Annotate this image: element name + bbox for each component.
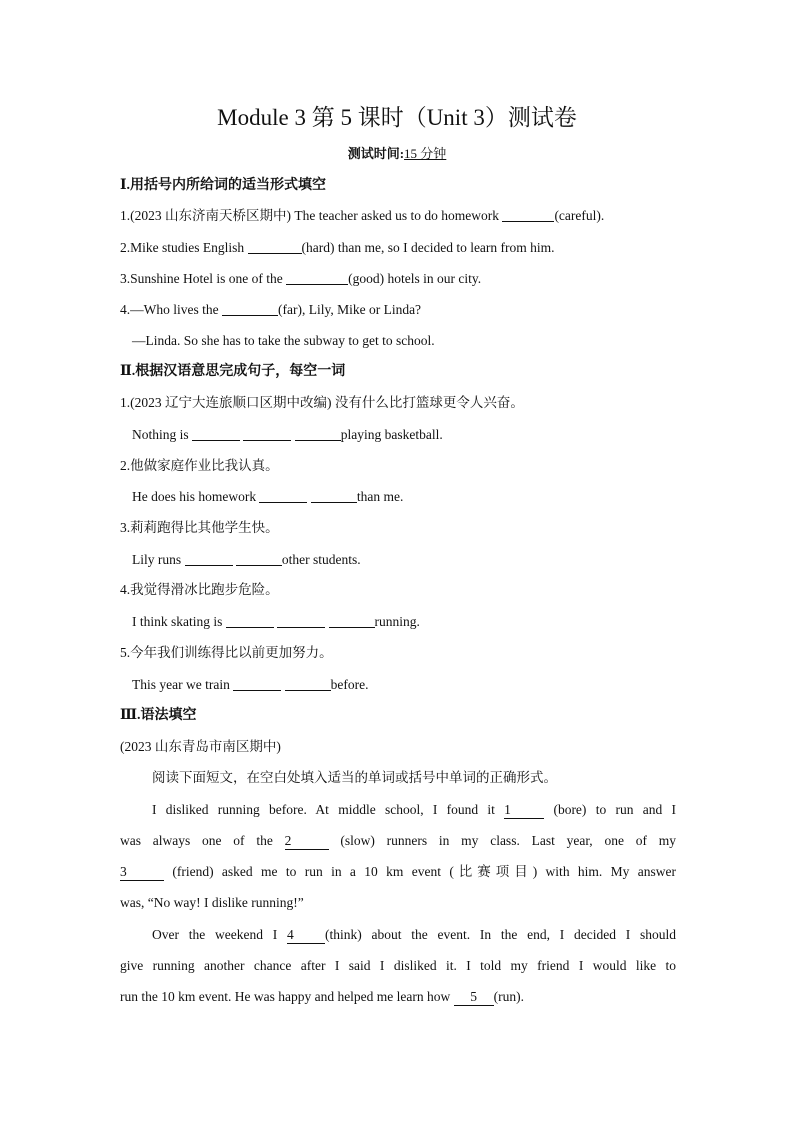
passage-p2-line2: give running another chance after I said I disliked it. I told my friend I would like to [120,958,676,973]
answer-blank[interactable] [502,207,554,222]
page-title: Module 3 第 5 课时（Unit 3）测试卷 [217,105,577,130]
passage-p2-line1: Over the weekend I 4 (think) about the event. In the end, I decided I should [152,927,677,942]
section1-item-4-reply: —Linda. So she has to take the subway to get to school. [132,333,435,348]
answer-blank[interactable] [185,551,233,566]
answer-blank[interactable] [285,676,331,691]
test-time [0,144,794,164]
passage-p1-line2: was always one of the 2 (slow) runners in my class. Last year, one of my [120,833,676,848]
section2-item-5-en: This year we train before. [132,677,369,692]
section3-heading: Ⅲ.语法填空 [120,708,197,723]
section2-item-1-zh: 1.(2023 辽宁大连旅顺口区期中改编) 没有什么比打篮球更令人兴奋。 [120,395,524,410]
answer-blank[interactable] [192,426,240,441]
section2-item-2-en: He does his homework than me. [132,489,404,504]
numbered-blank-5[interactable]: 5 [454,989,494,1006]
passage-p1-line4: was, “No way! I dislike running!” [120,895,304,910]
section2-item-5-zh: 5.今年我们训练得比以前更加努力。 [120,645,333,660]
section2-item-1-en: Nothing is playing basketball. [132,427,443,442]
section2-item-3-en: Lily runs other students. [132,552,361,567]
section2-item-4-zh: 4.我觉得滑冰比跑步危险。 [120,582,279,597]
answer-blank[interactable] [259,488,307,503]
answer-blank[interactable] [248,239,302,254]
answer-blank[interactable] [277,613,325,628]
section1-item-1: 1.(2023 山东济南天桥区期中) The teacher asked us to do homework (careful). [120,208,605,223]
answer-blank[interactable] [226,613,274,628]
answer-blank[interactable] [233,676,281,691]
passage-p2-line3: run the 10 km event. He was happy and helped me learn how 5 (run). [120,989,525,1004]
section2-item-2-zh: 2.他做家庭作业比我认真。 [120,458,279,473]
test-time-label: 测试时间: [347,146,405,161]
passage-p1-line1: I disliked running before. At middle school, I found it 1 (bore) to run and I [152,802,676,817]
answer-blank[interactable] [286,270,348,285]
answer-blank[interactable] [222,301,278,316]
answer-blank[interactable] [236,551,282,566]
section1-item-4: 4.—Who lives the (far), Lily, Mike or Linda? [120,302,422,317]
section1-item-2: 2.Mike studies English (hard) than me, so I decided to learn from him. [120,240,555,255]
numbered-blank-2[interactable]: 2 [285,833,329,850]
section1-heading: Ⅰ.用括号内所给词的适当形式填空 [120,178,327,193]
numbered-blank-3[interactable]: 3 [120,864,164,881]
section1-item-3: 3.Sunshine Hotel is one of the (good) hotels in our city. [120,271,482,286]
section2-heading: Ⅱ.根据汉语意思完成句子，每空一词 [120,364,346,379]
section3-source: (2023 山东青岛市南区期中) [120,739,281,754]
answer-blank[interactable] [329,613,375,628]
numbered-blank-4[interactable]: 4 [287,927,325,944]
test-time-value: 15 分钟 [404,146,447,161]
section2-item-4-en: I think skating is running. [132,614,420,629]
passage-p1-line3: 3 (friend) asked me to run in a 10 km event (比赛项目) with him. My answer [120,864,676,879]
answer-blank[interactable] [243,426,291,441]
section2-item-3-zh: 3.莉莉跑得比其他学生快。 [120,520,279,535]
numbered-blank-1[interactable]: 1 [504,802,544,819]
answer-blank[interactable] [295,426,341,441]
answer-blank[interactable] [311,488,357,503]
section3-instruction: 阅读下面短文，在空白处填入适当的单词或括号中单词的正确形式。 [152,770,557,785]
